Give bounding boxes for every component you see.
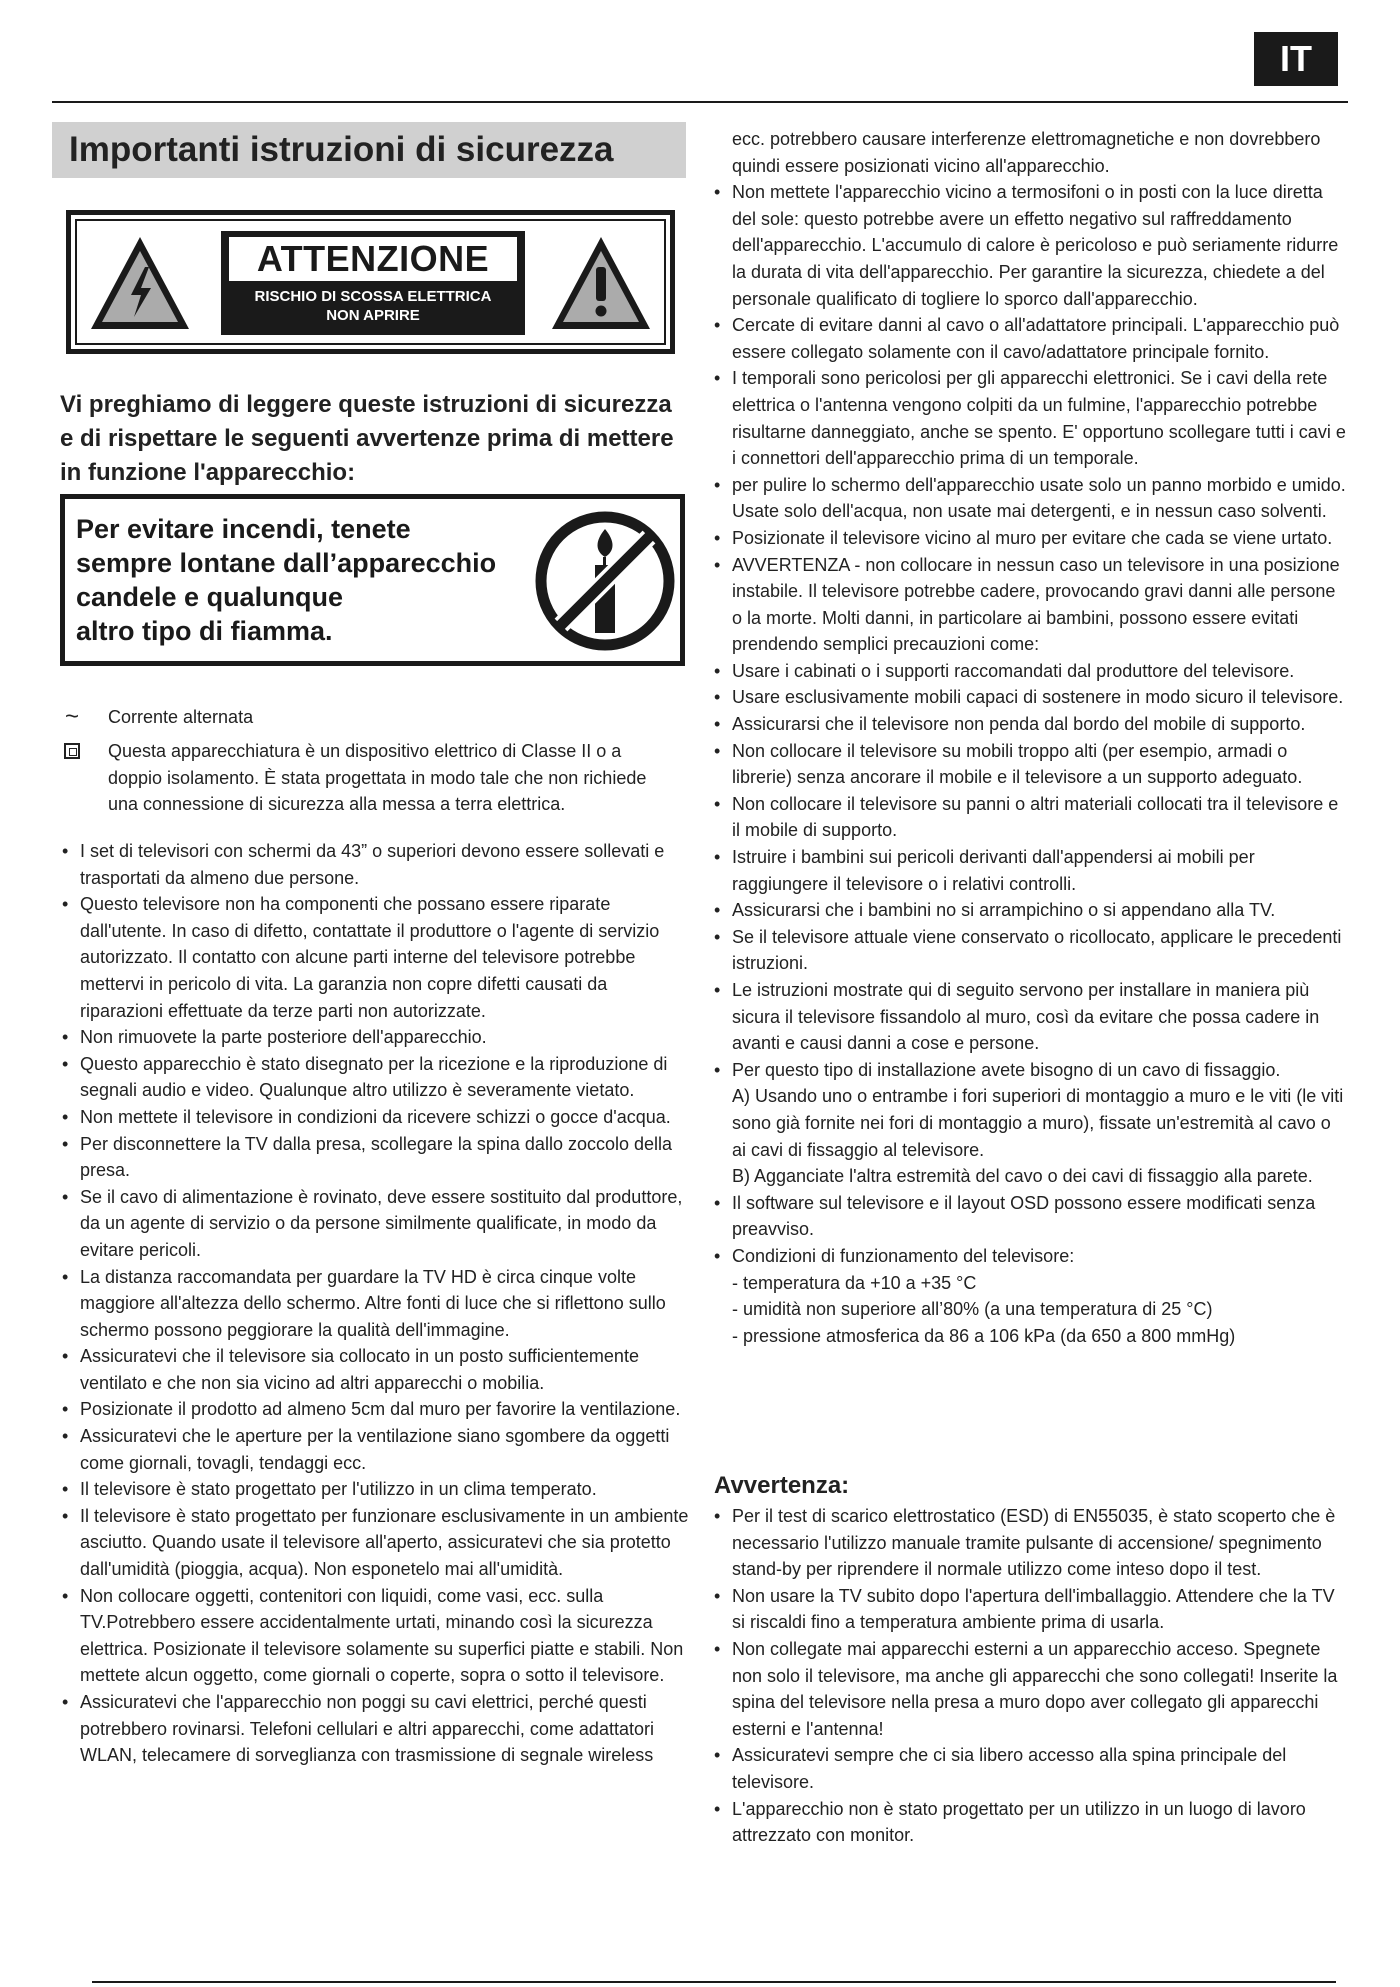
double-insulation-icon: [64, 743, 80, 759]
list-item: • Non collocare oggetti, contenitori con liquidi, come vasi, ecc. sulla TV.Potrebbero essere accidentalmente urtati, minando così la sicurezza elettrica. Posizionate il televisore solamente su superfici piatte e stabili. Non mettete alcun oggetto, come giornali o coperte, sopra o sotto il televisore.: [62, 1583, 690, 1689]
ac-symbol-row: [60, 704, 690, 731]
attention-line-2: NON APRIRE: [326, 307, 420, 324]
list-item: • Assicuratevi sempre che ci sia libero accesso alla spina principale del televisore.: [714, 1742, 1346, 1795]
list-item: • Assicurarsi che il televisore non penda dal bordo del mobile di supporto.: [714, 711, 1346, 738]
list-item: • Non usare la TV subito dopo l'apertura dell'imballaggio. Attendere che la TV si riscaldi fino a temperatura ambiente prima di usarla.: [714, 1583, 1346, 1636]
list-item: • Non mettete l'apparecchio vicino a termosifoni o in posti con la luce diretta del sole: questo potrebbe avere un effetto negativo sul raffreddamento dell'apparecchio. L'accumulo di calore è pericoloso e può seriamente ridurre la durata di vita dell'apparecchio. Per garantire la sicurezza, chiedete a del personale qualificato di togliere lo sporco dall'apparecchio.: [714, 179, 1346, 312]
page-title: Importanti istruzioni di sicurezza: [52, 122, 686, 178]
fire-warning-line-2: sempre lontane dall’apparecchio: [76, 548, 497, 578]
list-item: • Cercate di evitare danni al cavo o all'adattatore principali. L'apparecchio può essere collegato solamente con il cavo/adattatore principale fornito.: [714, 312, 1346, 365]
fire-warning-line-4: altro tipo di fiamma.: [76, 616, 333, 646]
list-item: • Assicurarsi che i bambini no si arrampichino o si appendano alla TV.: [714, 897, 1346, 924]
fire-warning-box: [60, 494, 685, 666]
fixing-instructions-item: [714, 1057, 1346, 1190]
list-item: • Usare i cabinati o i supporti raccomandati dal produttore del televisore.: [714, 658, 1346, 685]
fire-warning-text: [76, 512, 526, 648]
list-item: • Non collocare il televisore su mobili troppo alti (per esempio, armadi o librerie) senza ancorare il mobile e il televisore a un supporto adeguato.: [714, 738, 1346, 791]
list-item: • Usare esclusivamente mobili capaci di sostenere in modo sicuro il televisore.: [714, 684, 1346, 711]
attention-line-1: RISCHIO DI SCOSSA ELETTRICA: [254, 288, 492, 305]
list-item: • Se il cavo di alimentazione è rovinato, deve essere sostituito dal produttore, da un agente di servizio o da persone similmente qualificate, in modo da evitare pericoli.: [62, 1184, 690, 1264]
list-item: • L'apparecchio non è stato progettato per un utilizzo in un luogo di lavoro attrezzato con monitor.: [714, 1796, 1346, 1849]
list-item: • Assicuratevi che l'apparecchio non poggi su cavi elettrici, perché questi potrebbero rovinarsi. Telefoni cellulari e altri apparecchi, come adattatori WLAN, telecamere di sorveglianza con trasmissione di segnale wireless: [62, 1689, 690, 1769]
list-item: • Assicuratevi che le aperture per la ventilazione siano sgombere da oggetti come giornali, tovagli, tendaggi ecc.: [62, 1423, 690, 1476]
list-item: • Posizionate il prodotto ad almeno 5cm dal muro per favorire la ventilazione.: [62, 1396, 690, 1423]
fire-warning-line-1: Per evitare incendi, tenete: [76, 514, 411, 544]
list-item: • Non mettete il televisore in condizioni da ricevere schizzi o gocce d'acqua.: [62, 1104, 690, 1131]
operating-conditions-item: [714, 1243, 1346, 1349]
language-tab: IT: [1254, 32, 1338, 86]
exclamation-warning-icon: [548, 233, 654, 333]
operating-intro: • Condizioni di funzionamento del televisore:: [732, 1245, 1075, 1266]
class2-symbol-row: [60, 738, 690, 818]
fixing-step-a: A) Usando uno o entrambe i fori superiori di montaggio a muro e le viti (le viti sono già fornite nei fori di montaggio a muro), fissate un'estremità al cavo o ai cavi di fissaggio al televisore.: [732, 1086, 1344, 1160]
operating-temperature: - temperatura da +10 a +35 °C: [732, 1272, 977, 1293]
list-item: • per pulire lo schermo dell'apparecchio usate solo un panno morbido e umido. Usate solo dell'acqua, non usate mai detergenti, e in nessun caso solventi.: [714, 472, 1346, 525]
list-item: • Non collocare il televisore su panni o altri materiali collocati tra il televisore e il mobile di supporto.: [714, 791, 1346, 844]
list-item: • Per disconnettere la TV dalla presa, scollegare la spina dallo zoccolo della presa.: [62, 1131, 690, 1184]
list-item: • Questo apparecchio è stato disegnato per la ricezione e la riproduzione di segnali audio e video. Qualunque altro utilizzo è severamente vietato.: [62, 1051, 690, 1104]
fire-warning-line-3: candele e qualunque: [76, 582, 344, 612]
no-candle-icon: [531, 507, 679, 655]
list-item: • Le istruzioni mostrate qui di seguito servono per installare in maniera più sicura il televisore fissandolo al muro, così da evitare che possa cadere in avanti e causi danni a cose e persone.: [714, 977, 1346, 1057]
list-item: • La distanza raccomandata per guardare la TV HD è circa cinque volte maggiore all'altezza dello schermo. Altre fonti di luce che si riflettono sullo schermo possono peggiorare la qualità dell'immagine.: [62, 1264, 690, 1344]
list-item: • Il software sul televisore e il layout OSD possono essere modificati senza preavviso.: [714, 1190, 1346, 1243]
alternating-current-icon: ~: [64, 703, 79, 730]
list-item: • Questo televisore non ha componenti che possano essere riparate dall'utente. In caso di difetto, contattate il produttore o l'agente di servizio autorizzato. Il contatto con alcune parti interne del televisore potrebbe mettervi in pericolo di vita. La garanzia non copre difetti causati da riparazioni effettuate da terze parti non autorizzate.: [62, 891, 690, 1024]
attention-title: ATTENZIONE: [229, 237, 517, 281]
right-safety-list: [714, 126, 1346, 1349]
attention-panel: [221, 231, 525, 335]
fixing-intro: • Per questo tipo di installazione avete bisogno di un cavo di fissaggio.: [732, 1059, 1281, 1080]
class2-symbol-text: Questa apparecchiatura è un dispositivo elettrico di Classe II o a doppio isolamento. È stata progettata in modo tale che non richiede una connessione di sicurezza alla messa a terra elettrica.: [108, 741, 647, 815]
electric-shock-warning-label: [66, 210, 675, 354]
ac-symbol-text: Corrente alternata: [108, 707, 254, 727]
list-item-continuation: ecc. potrebbero causare interferenze elettromagnetiche e non dovrebbero quindi essere posizionati vicino all'apparecchio.: [732, 129, 1321, 176]
header-divider: [52, 101, 1348, 103]
operating-pressure: - pressione atmosferica da 86 a 106 kPa (da 650 a 800 mmHg): [732, 1325, 1236, 1346]
list-item: • I temporali sono pericolosi per gli apparecchi elettronici. Se i cavi della rete elettrica o l'antenna vengono colpiti da un fulmine, l'apparecchio potrebbe risultarne danneggiato, anche se spento. E' opportuno scollegare tutti i cavi e i connettori dell'apparecchio prima di un temporale.: [714, 365, 1346, 471]
list-item: • I set di televisori con schermi da 43” o superiori devono essere sollevati e trasportati da almeno due persone.: [62, 838, 690, 891]
list-item: • Il televisore è stato progettato per funzionare esclusivamente in un ambiente asciutto. Quando usate il televisore all'aperto, assicuratevi che sia protetto dall'umidità (pioggia, acqua). Non esponetelo mai all'umidità.: [62, 1503, 690, 1583]
list-item: • Non rimuovete la parte posteriore dell'apparecchio.: [62, 1024, 690, 1051]
list-item: • Non collegate mai apparecchi esterni a un apparecchio acceso. Spegnete non solo il televisore, ma anche gli apparecchi che sono collegati! Inserite la spina del televisore nella presa a muro dopo aver collegato gli apparecchi esterni e l'antenna!: [714, 1636, 1346, 1742]
lightning-warning-icon: [87, 233, 193, 333]
list-item: • Se il televisore attuale viene conservato o ricollocato, applicare le precedenti istruzioni.: [714, 924, 1346, 977]
list-item: • Per il test di scarico elettrostatico (ESD) di EN55035, è stato scoperto che è necessario l'utilizzo manuale tramite pulsante di accensione/ spegnimento stand-by per riprendere il normale utilizzo come inteso dopo il test.: [714, 1503, 1346, 1583]
avvertenza-list: [714, 1503, 1346, 1849]
footer-divider: [92, 1981, 1336, 1983]
list-item: • AVVERTENZA - non collocare in nessun caso un televisore in una posizione instabile. Il televisore potrebbe cadere, provocando gravi danni alle persone o la morte. Molti danni, in particolare ai bambini, possono essere evitati prendendo semplici precauzioni come:: [714, 552, 1346, 658]
list-item: • Il televisore è stato progettato per l'utilizzo in un clima temperato.: [62, 1476, 690, 1503]
intro-text: Vi preghiamo di leggere queste istruzioni di sicurezza e di rispettare le seguenti avvertenze prima di mettere in funzione l'apparecchio:: [60, 391, 674, 486]
left-safety-list: [62, 838, 690, 1769]
list-item: • Posizionate il televisore vicino al muro per evitare che cada se viene urtato.: [714, 525, 1346, 552]
list-item: • Assicuratevi che il televisore sia collocato in un posto sufficientemente ventilato e che non sia vicino ad altri apparecchi o mobilia.: [62, 1343, 690, 1396]
fixing-step-b: B) Agganciate l'altra estremità del cavo o dei cavi di fissaggio alla parete.: [732, 1166, 1313, 1187]
list-item: • Istruire i bambini sui pericoli derivanti dall'appendersi ai mobili per raggiungere il televisore o i relativi controlli.: [714, 844, 1346, 897]
avvertenza-heading: Avvertenza:: [714, 1472, 850, 1499]
operating-humidity: - umidità non superiore all’80% (a una temperatura di 25 °C): [732, 1299, 1213, 1320]
